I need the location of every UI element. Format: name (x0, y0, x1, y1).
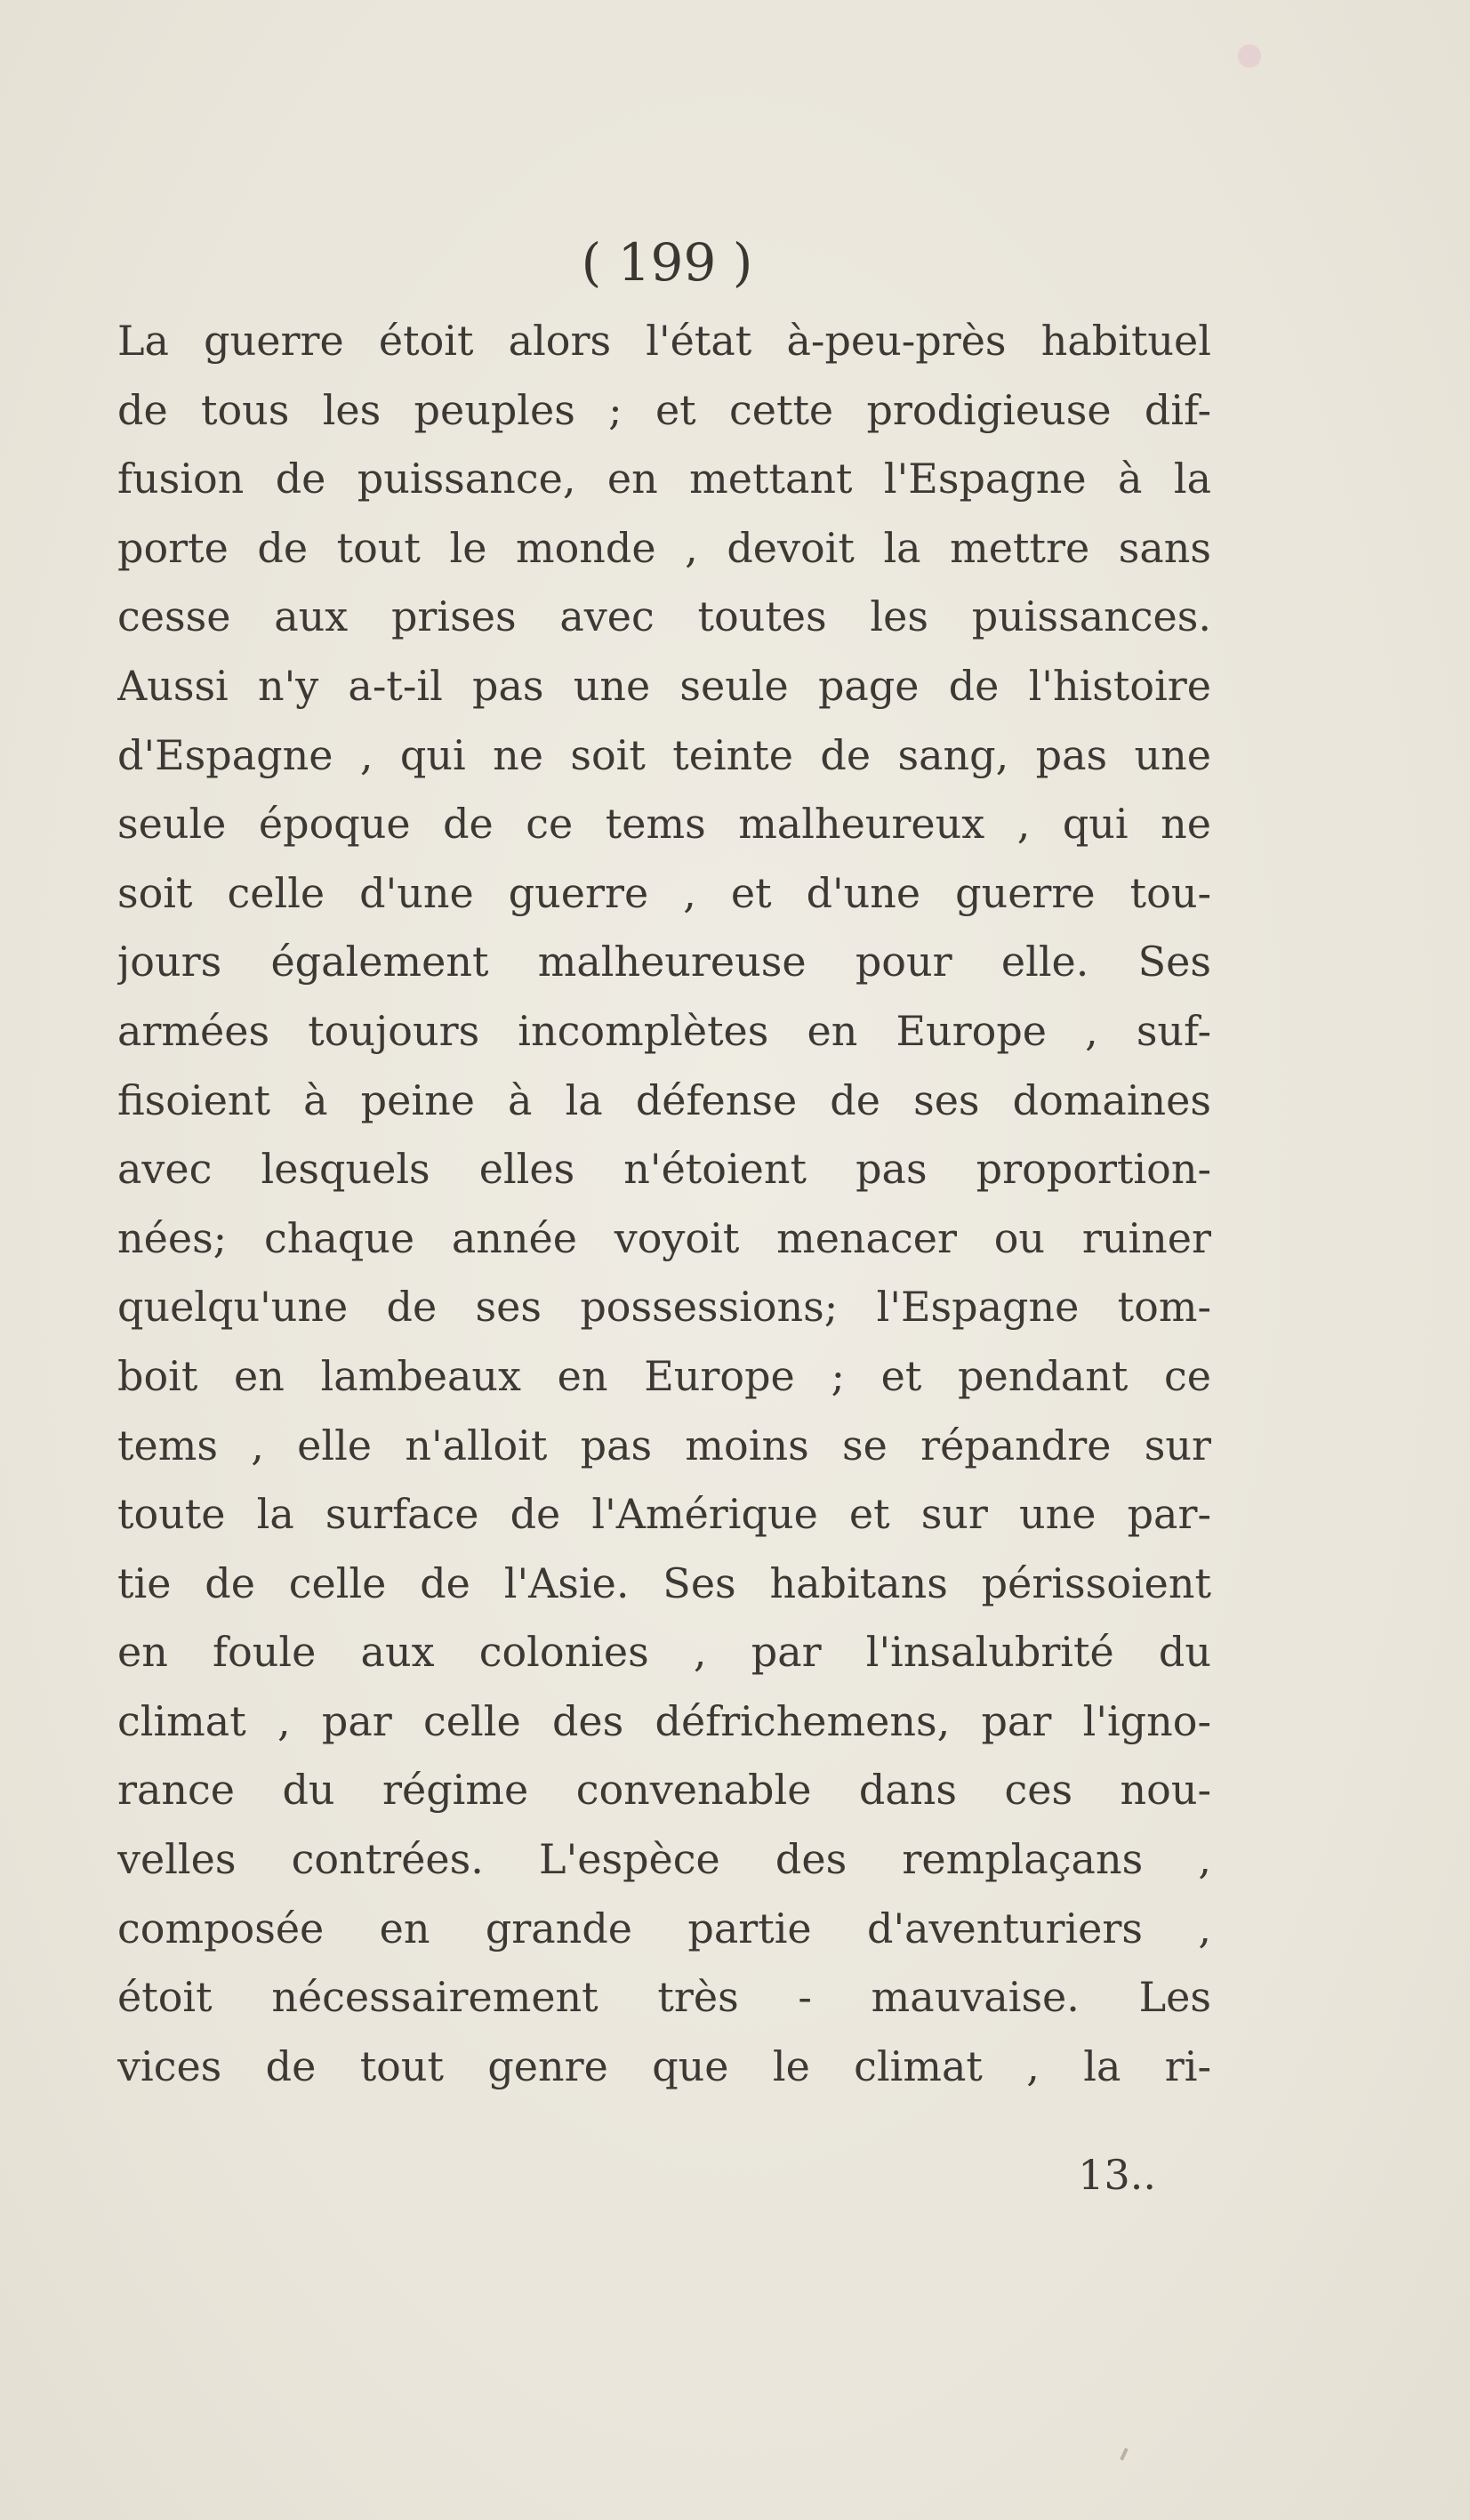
text-line: quelqu'une de ses possessions; l'Espagne tom- (117, 1283, 1211, 1332)
text-line: de tous les peuples ; et cette prodigieuse dif- (117, 385, 1211, 434)
text-line: fusion de puissance, en mettant l'Espagne à la (117, 455, 1211, 503)
text-line: porte de tout le monde , devoit la mettre sans (117, 523, 1211, 572)
text-line: rance du régime convenable dans ces nou- (117, 1766, 1211, 1815)
text-line: cesse aux prises avec toutes les puissances. (117, 592, 1211, 641)
paper-stain (1238, 44, 1261, 68)
text-line: fisoient à peine à la défense de ses domaines (117, 1075, 1211, 1124)
text-line: Aussi n'y a-t-il pas une seule page de l'histoire (117, 661, 1211, 710)
text-line: seule époque de ce tems malheureux , qui ne (117, 800, 1211, 849)
text-line: climat , par celle des défrichemens, par l'igno- (117, 1696, 1211, 1745)
text-line: soit celle d'une guerre , et d'une guerre tou- (117, 868, 1211, 917)
text-line: d'Espagne , qui ne soit teinte de sang, pas une (117, 730, 1211, 779)
signature-mark: 13.. (1078, 2151, 1156, 2199)
body-text (117, 307, 1211, 2101)
text-line: avec lesquels elles n'étoient pas proportion- (117, 1145, 1211, 1194)
text-line: tie de celle de l'Asie. Ses habitans périssoient (117, 1558, 1211, 1607)
text-line: jours également malheureuse pour elle. Ses (117, 938, 1211, 986)
text-line: en foule aux colonies , par l'insalubrité du (117, 1628, 1211, 1677)
text-line: velles contrées. L'espèce des remplaçans , (117, 1835, 1211, 1884)
text-line: armées toujours incomplètes en Europe , suf- (117, 1006, 1211, 1055)
text-line: vices de tout genre que le climat , la ri- (117, 2041, 1211, 2090)
text-line: La guerre étoit alors l'état à-peu-près habituel (117, 317, 1211, 365)
paper-speck (1120, 2448, 1129, 2460)
page-number-header: ( 199 ) (581, 232, 753, 293)
text-line: toute la surface de l'Amérique et sur une par- (117, 1490, 1211, 1539)
text-line: boit en lambeaux en Europe ; et pendant ce (117, 1351, 1211, 1400)
text-line: composée en grande partie d'aventuriers , (117, 1904, 1211, 1952)
text-line: nées; chaque année voyoit menacer ou ruiner (117, 1213, 1211, 1262)
text-line: tems , elle n'alloit pas moins se répandre sur (117, 1421, 1211, 1469)
text-line: étoit nécessairement très - mauvaise. Les (117, 1973, 1211, 2022)
